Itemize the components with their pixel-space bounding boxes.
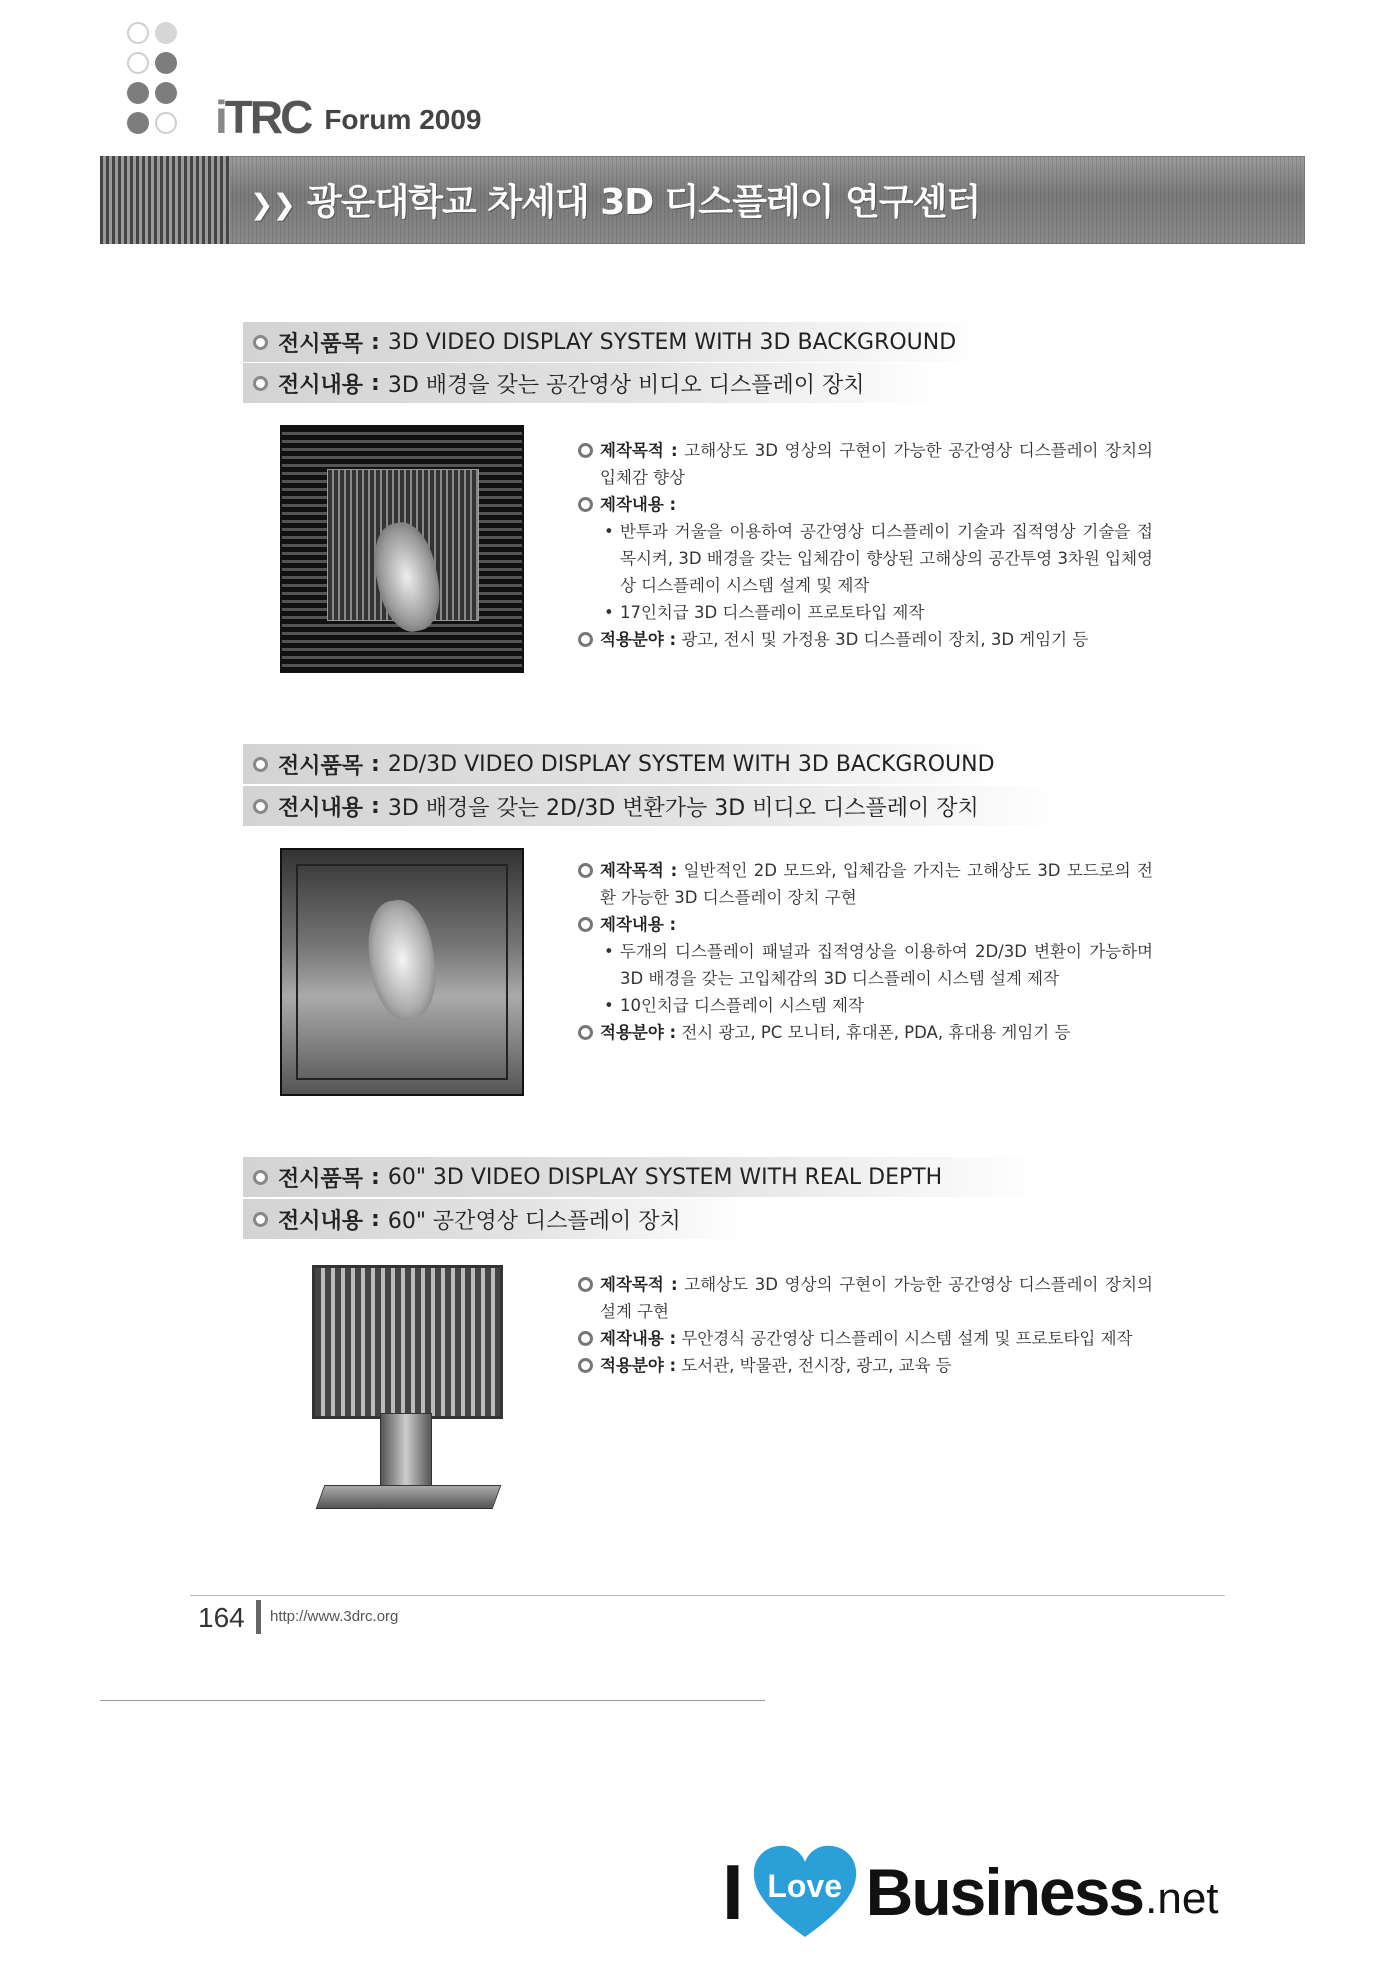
- bullet-icon: [578, 1358, 593, 1373]
- exhibit-photo: [290, 1265, 530, 1510]
- photo-display-screen: [312, 1265, 503, 1419]
- dot-icon: [155, 52, 177, 74]
- content-item: [578, 599, 1153, 626]
- exhibit-item-bar: [243, 322, 983, 362]
- content-item: [578, 938, 1153, 992]
- exhibit-item-bar: [243, 1157, 1043, 1197]
- field-text: 전시 광고, PC 모니터, 휴대폰, PDA, 휴대용 게임기 등: [681, 1023, 1071, 1042]
- page-number: 164: [198, 1602, 245, 1633]
- page-separator: [256, 1600, 261, 1634]
- purpose-label: 제작목적 :: [600, 441, 678, 460]
- purpose-row: [578, 437, 1153, 491]
- content-label: 제작내용 :: [600, 495, 677, 514]
- exhibit-description: [578, 437, 1153, 653]
- purpose-row: [578, 857, 1153, 911]
- field-text: 도서관, 박물관, 전시장, 광고, 교육 등: [681, 1356, 952, 1375]
- content-row: [578, 911, 1153, 938]
- purpose-text: 고해상도 3D 영상의 구현이 가능한 공간영상 디스플레이 장치의 설계 구현: [600, 1275, 1153, 1321]
- bullet-icon: [578, 1025, 593, 1040]
- content-key: 전시내용: [278, 1208, 364, 1234]
- bullet-icon: [253, 1212, 268, 1227]
- bullet-icon: [253, 335, 268, 350]
- purpose-text: 고해상도 3D 영상의 구현이 가능한 공간영상 디스플레이 장치의 입체감 향상: [600, 441, 1153, 487]
- exhibit-description: [578, 857, 1153, 1046]
- content-key: 전시내용: [278, 372, 364, 398]
- purpose-row: [578, 1271, 1153, 1325]
- colon: :: [371, 793, 380, 819]
- exhibit-description: [578, 1271, 1153, 1379]
- itrc-forum-logo: [215, 80, 482, 143]
- bullet-dot-icon: •: [604, 522, 614, 541]
- bullet-dot-icon: •: [604, 942, 614, 961]
- item-key: 전시품목: [278, 753, 364, 779]
- bottom-divider: [100, 1700, 765, 1701]
- purpose-label: 제작목적 :: [600, 1275, 678, 1294]
- exhibit-content-bar: [243, 363, 943, 403]
- exhibit-item-bar: [243, 744, 1003, 784]
- bullet-icon: [578, 917, 593, 932]
- title-bar: [100, 156, 1305, 244]
- purpose-text: 일반적인 2D 모드와, 입체감을 가지는 고해상도 3D 모드로의 전환 가능한 3D 디스플레이 장치 구현: [600, 861, 1153, 907]
- bullet-icon: [578, 863, 593, 878]
- exhibit-content-bar: [243, 1199, 743, 1239]
- field-label: 적용분야 :: [600, 630, 677, 649]
- item-value: 60" 3D VIDEO DISPLAY SYSTEM WITH REAL DEPTH: [387, 1164, 943, 1190]
- content-row: [578, 1325, 1153, 1352]
- photo-display-stand: [380, 1413, 432, 1490]
- title-bar-stripes: [100, 156, 230, 244]
- dot-icon: [155, 22, 177, 44]
- field-label: 적용분야 :: [600, 1023, 677, 1042]
- bullet-icon: [253, 376, 268, 391]
- dot-icon: [127, 112, 149, 134]
- footer-divider: [190, 1595, 1225, 1596]
- content-key: 전시내용: [278, 795, 364, 821]
- dot-icon: [127, 22, 149, 44]
- brand-business: Business: [865, 1855, 1144, 1929]
- bullet-icon: [578, 497, 593, 512]
- colon: :: [371, 1164, 380, 1190]
- bullet-icon: [253, 799, 268, 814]
- item-value: 2D/3D VIDEO DISPLAY SYSTEM WITH 3D BACKGROUND: [387, 751, 995, 777]
- purpose-label: 제작목적 :: [600, 861, 678, 880]
- content-label: 제작내용 :: [600, 915, 677, 934]
- content-item: [578, 992, 1153, 1019]
- field-row: [578, 1352, 1153, 1379]
- brand-net: .net: [1145, 1874, 1219, 1923]
- bullet-icon: [253, 1170, 268, 1185]
- content-item-text: 17인치급 3D 디스플레이 프로토타입 제작: [620, 603, 925, 622]
- exhibit-photo: [280, 425, 524, 673]
- content-value: 3D 배경을 갖는 2D/3D 변환가능 3D 비디오 디스플레이 장치: [387, 795, 979, 821]
- colon: :: [371, 751, 380, 777]
- content-item-text: 10인치급 디스플레이 시스템 제작: [620, 996, 864, 1015]
- watermark-logo: [722, 1842, 1219, 1942]
- itrc-logo: [215, 91, 311, 143]
- content-text: 무안경식 공간영상 디스플레이 시스템 설계 및 프로토타입 제작: [681, 1329, 1133, 1348]
- field-label: 적용분야 :: [600, 1356, 677, 1375]
- dot-icon: [127, 52, 149, 74]
- forum-label: Forum 2009: [324, 104, 482, 135]
- content-item-text: 반투과 거울을 이용하여 공간영상 디스플레이 기술과 집적영상 기술을 접목시켜, 3D 배경을 갖는 입체감이 향상된 고해상의 공간투영 3차원 입체영상 디스플레이 시스템 설계 및 제작: [620, 522, 1153, 595]
- field-row: [578, 626, 1153, 653]
- bullet-icon: [578, 443, 593, 458]
- bullet-icon: [578, 632, 593, 647]
- page-title-text: 광운대학교 차세대 3D 디스플레이 연구센터: [306, 182, 981, 223]
- content-item-text: 두개의 디스플레이 패널과 집적영상을 이용하여 2D/3D 변환이 가능하며 3D 배경을 갖는 고입체감의 3D 디스플레이 시스템 설계 제작: [620, 942, 1153, 988]
- field-row: [578, 1019, 1153, 1046]
- content-label: 제작내용 :: [600, 1329, 677, 1348]
- item-value: 3D VIDEO DISPLAY SYSTEM WITH 3D BACKGROUND: [387, 329, 957, 355]
- dot-icon: [155, 82, 177, 104]
- brand-love: Love: [767, 1868, 843, 1904]
- exhibit-photo: [280, 848, 524, 1096]
- bullet-icon: [578, 1331, 593, 1346]
- dot-icon: [155, 112, 177, 134]
- content-row: [578, 491, 1153, 518]
- colon: :: [371, 370, 380, 396]
- chevron-right-icon: ❯❯: [250, 188, 295, 221]
- content-value: 60" 공간영상 디스플레이 장치: [387, 1208, 681, 1234]
- logo-trc: TRC: [224, 91, 311, 143]
- colon: :: [371, 329, 380, 355]
- bullet-dot-icon: •: [604, 996, 614, 1015]
- heart-icon: [750, 1842, 860, 1942]
- bullet-dot-icon: •: [604, 603, 614, 622]
- footer-url: http://www.3drc.org: [270, 1608, 399, 1625]
- field-text: 광고, 전시 및 가정용 3D 디스플레이 장치, 3D 게임기 등: [681, 630, 1089, 649]
- logo-i: i: [215, 91, 225, 143]
- dot-icon: [127, 82, 149, 104]
- brand-i: I: [722, 1847, 744, 1936]
- item-key: 전시품목: [278, 1166, 364, 1192]
- content-item: [578, 518, 1153, 599]
- item-key: 전시품목: [278, 331, 364, 357]
- bullet-icon: [253, 757, 268, 772]
- page-title: [250, 174, 980, 225]
- bullet-icon: [578, 1277, 593, 1292]
- exhibit-content-bar: [243, 786, 1063, 826]
- content-value: 3D 배경을 갖는 공간영상 비디오 디스플레이 장치: [387, 372, 865, 398]
- photo-display-base: [316, 1485, 502, 1509]
- colon: :: [371, 1206, 380, 1232]
